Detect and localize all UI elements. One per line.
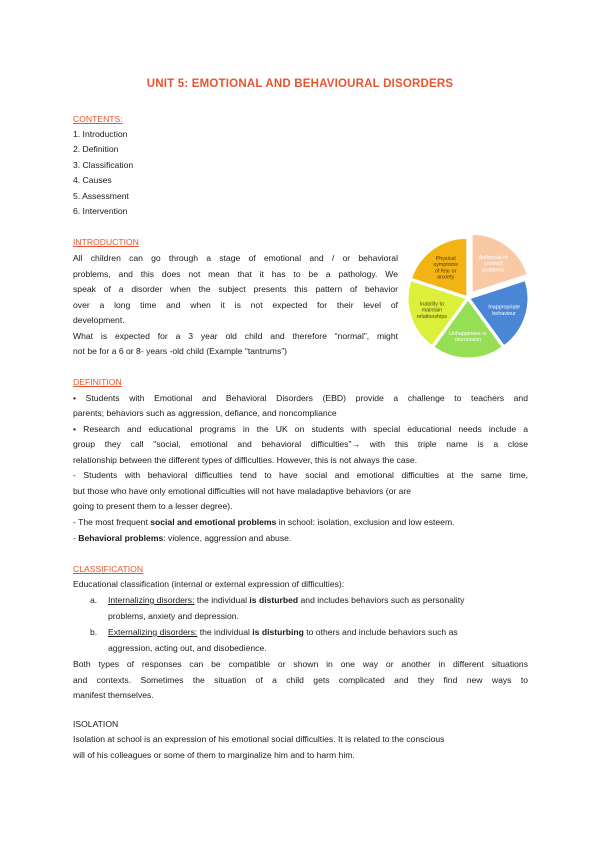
- contents-item: 6. Intervention: [73, 206, 128, 216]
- pie-slice-label: Physical symptoms of fear or anxiety: [433, 255, 458, 281]
- intro-line: development.: [73, 315, 125, 325]
- contents-item: 2. Definition: [73, 144, 119, 154]
- definition-text: : violence, aggression and abuse.: [163, 533, 292, 543]
- definition-line: • Students with Emotional and Behavioral Disorders (EBD) provide a challenge to teachers and: [73, 393, 528, 403]
- classification-paragraph: and contexts. Sometimes the situation of a child gets complicated and they find new ways to: [73, 675, 528, 685]
- list-marker: a.: [90, 595, 98, 605]
- intro-line: over a long time and when it is not expected for their level of: [73, 300, 398, 310]
- page-title: UNIT 5: EMOTIONAL AND BEHAVIOURAL DISORDERS: [146, 78, 454, 90]
- definition-line: - Students with behavioral difficulties tend to have social and emotional difficulties at the same time,: [73, 470, 528, 480]
- definition-text: in school: isolation, exclusion and low esteem.: [276, 517, 455, 527]
- definition-bold: social and emotional problems: [150, 517, 277, 527]
- intro-line: not be for a 6 or 8- years -old child (Example “tantrums”): [73, 346, 287, 356]
- list-marker: b.: [90, 627, 98, 637]
- isolation-line: Isolation at school is an expression of his emotional social difficulties. It is related to the conscious: [73, 734, 445, 744]
- term: Internalizing disorders:: [108, 595, 195, 605]
- definition-line: [73, 517, 455, 528]
- introduction-heading: INTRODUCTION: [73, 237, 139, 247]
- contents-heading: CONTENTS:: [73, 114, 123, 124]
- definition-line: going to present them to a lesser degree).: [73, 501, 233, 511]
- classification-item-cont: problems, anxiety and depression.: [108, 611, 239, 621]
- pie-slice-label: Antisocial or conduct problems: [478, 255, 508, 274]
- pie-slice-label: Inability to maintain relationships: [416, 301, 448, 320]
- text: the individual: [194, 595, 250, 605]
- definition-line: [73, 533, 291, 544]
- intro-line: speak of a disorder when the subject presents this pattern of behavior: [73, 284, 398, 294]
- classification-paragraph: Both types of responses can be compatible or shown in one way or another in different situations: [73, 659, 528, 669]
- definition-heading: DEFINITION: [73, 377, 122, 387]
- text: the individual: [197, 627, 253, 637]
- pie-chart: [398, 228, 538, 368]
- term: Externalizing disorders:: [108, 627, 198, 637]
- isolation-line: will of his colleagues or some of them to marginalize him and to harm him.: [73, 750, 355, 760]
- classification-item-cont: aggression, acting out, and disobedience.: [108, 643, 267, 653]
- definition-line: relationship between the different types of difficulties. However, this is not always the case.: [73, 455, 418, 465]
- contents-item: 1. Introduction: [73, 129, 128, 139]
- intro-line: All children can go through a stage of emotional and / or behavioral: [73, 253, 398, 263]
- bold-text: is disturbed: [249, 595, 299, 605]
- pie-slice-label: Unhappiness or depression: [449, 330, 487, 344]
- definition-text: - The most frequent: [73, 517, 151, 527]
- classification-heading: CLASSIFICATION: [73, 564, 144, 574]
- isolation-heading: ISOLATION: [73, 719, 119, 729]
- pie-slice-label: Inappropriate behaviour: [488, 304, 520, 317]
- bold-text: is disturbing: [252, 627, 304, 637]
- definition-line: parents; behaviors such as aggression, defiance, and noncompliance: [73, 408, 337, 418]
- contents-item: 4. Causes: [73, 175, 112, 185]
- text: and includes behaviors such as personality: [298, 595, 465, 605]
- classification-item: [108, 595, 464, 606]
- definition-line: but those who have only emotional difficulties will not have maladaptive behaviors (or are: [73, 486, 412, 496]
- definition-bold: Behavioral problems: [78, 533, 164, 543]
- definition-line: • Research and educational programs in the UK on students with special educational needs include a: [73, 424, 528, 434]
- classification-intro: Educational classification (internal or external expression of difficulties):: [73, 579, 345, 589]
- classification-paragraph: manifest themselves.: [73, 690, 154, 700]
- definition-text: -: [73, 533, 79, 543]
- classification-item: [108, 627, 458, 638]
- definition-line: group they call "social, emotional and behavioral difficulties"→ with this triple name is a close: [73, 439, 528, 449]
- intro-line: problems, and this does not mean that it has to be a pathology. We: [73, 269, 398, 279]
- contents-item: 3. Classification: [73, 160, 134, 170]
- contents-item: 5. Assessment: [73, 191, 129, 201]
- intro-line: What is expected for a 3 year old child and therefore “normal”, might: [73, 331, 398, 341]
- text: to others and include behaviors such as: [303, 627, 458, 637]
